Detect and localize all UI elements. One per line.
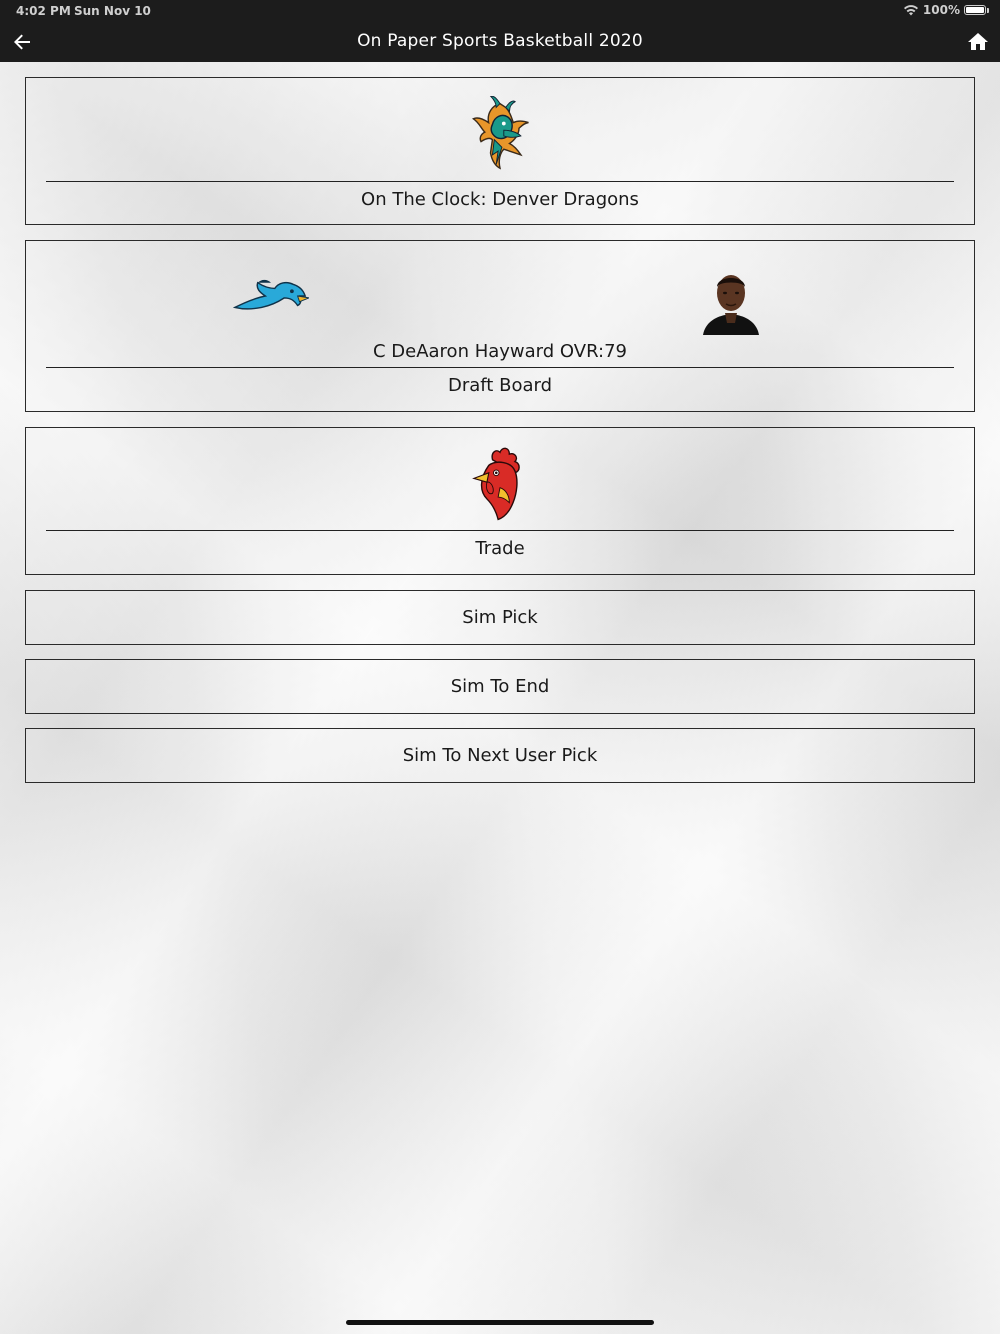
battery-fill [966, 7, 984, 13]
card-divider [46, 181, 954, 182]
trade-label: Trade [475, 538, 525, 559]
trade-card[interactable] [25, 427, 975, 575]
page-title: On Paper Sports Basketball 2020 [357, 31, 643, 51]
sim-to-next-user-pick-label: Sim To Next User Pick [402, 745, 598, 766]
battery-percent: 100% [922, 3, 960, 17]
card-divider [46, 530, 954, 531]
player-photo [699, 267, 763, 335]
on-the-clock-card[interactable] [25, 77, 975, 225]
status-right [903, 3, 986, 17]
sim-to-end-button[interactable] [25, 659, 975, 714]
dragon-logo-icon [471, 96, 529, 172]
status-bar [0, 0, 1000, 22]
bird-logo-icon [233, 277, 309, 315]
battery-icon [964, 5, 986, 15]
home-icon[interactable] [966, 30, 990, 54]
sim-pick-button[interactable] [25, 590, 975, 645]
status-time: 4:02 PM [16, 4, 71, 18]
rooster-logo-icon [472, 446, 528, 522]
status-date: Sun Nov 10 [74, 4, 151, 18]
on-the-clock-label: On The Clock: Denver Dragons [361, 189, 639, 210]
draft-board-label: Draft Board [448, 375, 552, 396]
draft-board-card[interactable] [25, 240, 975, 412]
drafted-player-label: C DeAaron Hayward OVR:79 [372, 341, 627, 362]
home-indicator[interactable] [346, 1320, 654, 1325]
card-divider [46, 367, 954, 368]
sim-pick-label: Sim Pick [462, 607, 538, 628]
sim-to-end-label: Sim To End [450, 676, 550, 697]
sim-to-next-user-pick-button[interactable] [25, 728, 975, 783]
navigation-bar [0, 22, 1000, 62]
wifi-icon [903, 4, 919, 16]
